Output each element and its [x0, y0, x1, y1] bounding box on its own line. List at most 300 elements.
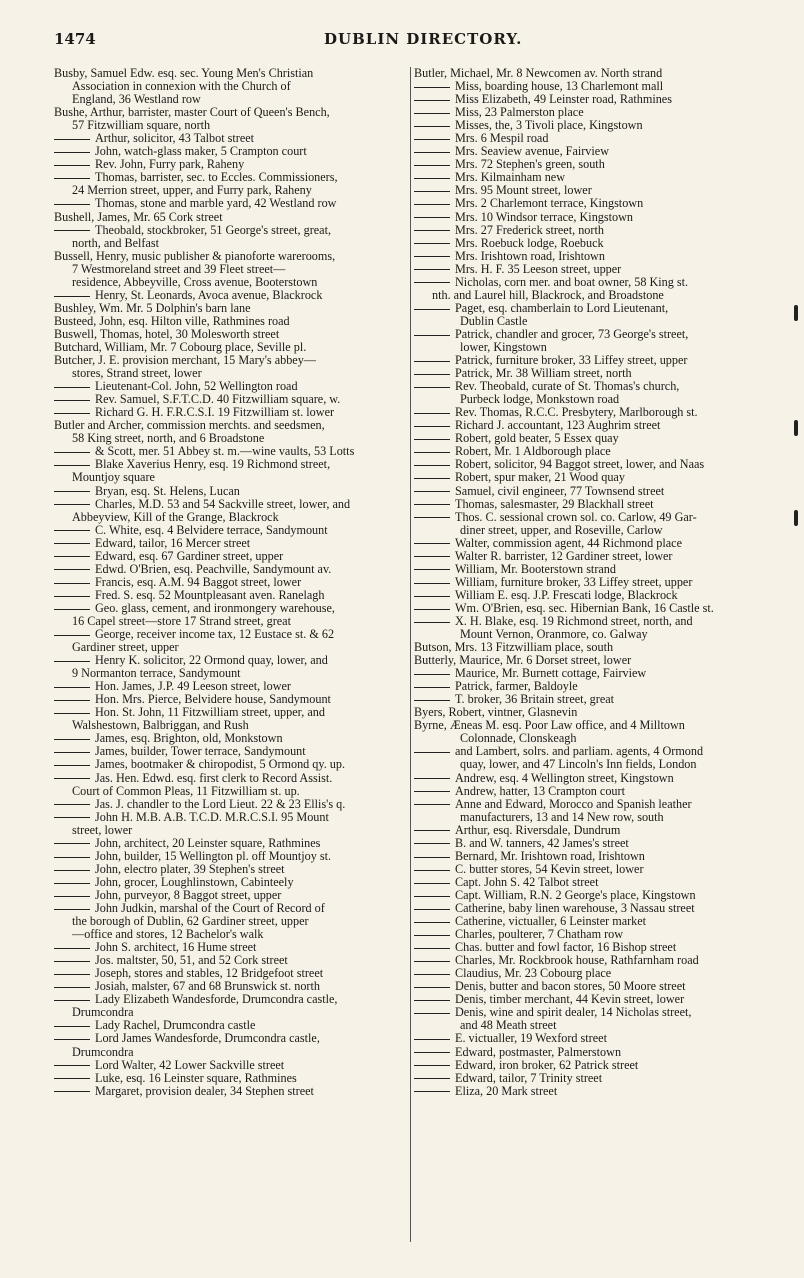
directory-entry — [54, 328, 410, 341]
ditto-dash — [54, 178, 90, 179]
entry-text: Mount Vernon, Oranmore, co. Galway — [460, 628, 648, 642]
directory-entry — [414, 184, 776, 197]
ditto-dash — [414, 269, 450, 270]
ditto-dash — [414, 309, 450, 310]
ditto-dash — [54, 165, 90, 166]
directory-entry — [54, 915, 410, 928]
entry-text: T. broker, 36 Britain street, great — [455, 693, 615, 707]
ditto-dash — [414, 1000, 450, 1001]
ditto-dash — [54, 543, 90, 544]
directory-entry — [414, 132, 776, 145]
ditto-dash — [54, 400, 90, 401]
directory-entry — [54, 393, 410, 406]
directory-entry — [414, 693, 776, 706]
directory-entry — [54, 758, 410, 771]
ditto-dash — [414, 843, 450, 844]
ditto-dash — [54, 752, 90, 753]
ditto-dash — [414, 622, 450, 623]
entry-text: Mrs. H. F. 35 Leeson street, upper — [455, 262, 622, 276]
entry-text: Henry, St. Leonards, Avoca avenue, Blackrock — [95, 288, 323, 302]
entry-text: Byrne, Æneas M. esq. Poor Law office, and 4 Milltown — [414, 719, 685, 733]
ditto-dash — [414, 256, 450, 257]
directory-entry — [54, 458, 410, 471]
ditto-dash — [54, 974, 90, 975]
directory-entry — [54, 250, 410, 263]
entry-text: James, bootmaker & chiropodist, 5 Ormond qy. up. — [95, 758, 346, 772]
entry-text: Butler, Michael, Mr. 8 Newcomen av. North strand — [414, 67, 663, 80]
entry-text: quay, lower, and 47 Lincoln's Inn fields, London — [460, 758, 697, 772]
right-column — [414, 67, 776, 1098]
directory-entry — [54, 302, 410, 315]
directory-entry — [54, 602, 410, 615]
ditto-dash — [54, 778, 90, 779]
entry-text: Charles, M.D. 53 and 54 Sackville street, lower, and — [95, 497, 351, 511]
entry-text: Bryan, esq. St. Helens, Lucan — [95, 484, 240, 498]
entry-text: 24 Merrion street, upper, and Furry park, Raheny — [72, 184, 312, 198]
entry-text: Mrs. Irishtown road, Irishtown — [455, 249, 605, 263]
entry-text: Capt. William, R.N. 2 George's place, Kingstown — [455, 888, 696, 902]
ditto-dash — [414, 1065, 450, 1066]
entry-text: Charles, poulterer, 7 Chatham row — [455, 928, 624, 942]
column-divider — [410, 67, 411, 1242]
directory-entry — [414, 654, 776, 667]
directory-entry — [414, 145, 776, 158]
directory-entry — [54, 341, 410, 354]
ditto-dash — [54, 556, 90, 557]
entry-text: Rev. John, Furry park, Raheny — [95, 158, 245, 172]
directory-entry — [54, 824, 410, 837]
entry-text: Drumcondra — [72, 1006, 134, 1020]
ditto-dash — [54, 1065, 90, 1066]
directory-entry — [414, 511, 776, 524]
ditto-dash — [54, 765, 90, 766]
entry-text: Edward, tailor, 7 Trinity street — [455, 1071, 603, 1085]
entry-text: Richard G. H. F.R.C.S.I. 19 Fitzwilliam st. lower — [95, 406, 335, 420]
directory-entry — [414, 576, 776, 589]
directory-entry — [414, 850, 776, 863]
entry-text: Chas. butter and fowl factor, 16 Bishop street — [455, 941, 677, 955]
directory-entry — [54, 798, 410, 811]
entry-text: Mrs. 72 Stephen's green, south — [455, 158, 605, 172]
directory-entry — [414, 954, 776, 967]
entry-text: Andrew, hatter, 13 Crampton court — [455, 784, 625, 798]
entry-text: Jos. maltster, 50, 51, and 52 Cork street — [95, 954, 288, 968]
directory-entry — [54, 406, 410, 419]
entry-text: Denis, timber merchant, 44 Kevin street, lower — [455, 993, 685, 1007]
directory-entry — [414, 106, 776, 119]
entry-text: Butler and Archer, commission merchts. and seedsmen, — [54, 419, 325, 433]
entry-text: Bushell, James, Mr. 65 Cork street — [54, 210, 223, 224]
ditto-dash — [54, 204, 90, 205]
ditto-dash — [54, 296, 90, 297]
entry-text: Hon. St. John, 11 Fitzwilliam street, upper, and — [95, 706, 325, 720]
entry-text: Bernard, Mr. Irishtown road, Irishtown — [455, 849, 645, 863]
directory-entry — [54, 184, 410, 197]
ditto-dash — [414, 974, 450, 975]
entry-text: Patrick, Mr. 38 William street, north — [455, 367, 632, 381]
directory-entry — [54, 511, 410, 524]
ditto-dash — [414, 478, 450, 479]
entry-text: Buswell, Thomas, hotel, 30 Molesworth street — [54, 327, 280, 341]
ditto-dash — [414, 517, 450, 518]
directory-entry — [414, 615, 776, 628]
directory-entry — [414, 980, 776, 993]
ditto-dash — [54, 804, 90, 805]
directory-entry — [54, 158, 410, 171]
directory-entry — [54, 902, 410, 915]
ditto-dash — [414, 700, 450, 701]
directory-entry — [54, 197, 410, 210]
ditto-dash — [54, 700, 90, 701]
directory-entry — [54, 641, 410, 654]
entry-text: Mountjoy square — [72, 471, 155, 485]
entry-text: Theobald, stockbroker, 51 George's street, great, — [95, 223, 332, 237]
directory-entry — [54, 93, 410, 106]
directory-entry — [414, 1059, 776, 1072]
directory-entry — [414, 354, 776, 367]
directory-entry — [54, 432, 410, 445]
entry-text: Butchard, William, Mr. 7 Cobourg place, Seville pl. — [54, 340, 307, 354]
ditto-dash — [414, 674, 450, 675]
entry-text: C. butter stores, 54 Kevin street, lower — [455, 862, 644, 876]
directory-entry — [414, 197, 776, 210]
directory-entry — [414, 485, 776, 498]
entry-text: Denis, wine and spirit dealer, 14 Nicholas street, — [455, 1006, 692, 1020]
directory-entry — [414, 1019, 776, 1032]
directory-entry — [54, 863, 410, 876]
ditto-dash — [54, 465, 90, 466]
entry-text: John, architect, 20 Leinster square, Rathmines — [95, 836, 321, 850]
ditto-dash — [414, 830, 450, 831]
directory-entry — [414, 276, 776, 289]
entry-text: Gardiner street, upper — [72, 641, 179, 655]
directory-entry — [54, 589, 410, 602]
entry-text: Jas. Hen. Edwd. esq. first clerk to Record Assist. — [95, 771, 333, 785]
entry-text: Claudius, Mr. 23 Cobourg place — [455, 967, 612, 981]
entry-text: Margaret, provision dealer, 34 Stephen street — [95, 1084, 314, 1098]
ditto-dash — [54, 961, 90, 962]
entry-text: —office and stores, 12 Bachelor's walk — [72, 928, 264, 942]
directory-entry — [54, 615, 410, 628]
ditto-dash — [54, 530, 90, 531]
directory-entry — [414, 471, 776, 484]
directory-entry — [414, 550, 776, 563]
directory-entry — [54, 693, 410, 706]
entry-text: Miss, 23 Palmerston place — [455, 106, 584, 120]
directory-entry — [54, 224, 410, 237]
directory-entry — [414, 458, 776, 471]
directory-entry — [54, 1032, 410, 1045]
directory-entry — [414, 158, 776, 171]
directory-entry — [414, 1006, 776, 1019]
directory-entry — [54, 380, 410, 393]
entry-text: John, watch-glass maker, 5 Crampton court — [95, 145, 307, 159]
directory-entry — [414, 628, 776, 641]
directory-entry — [414, 876, 776, 889]
ditto-dash — [54, 152, 90, 153]
directory-entry — [414, 315, 776, 328]
directory-entry — [54, 745, 410, 758]
entry-text: Mrs. Roebuck lodge, Roebuck — [455, 236, 604, 250]
ditto-dash — [54, 609, 90, 610]
directory-entry — [54, 576, 410, 589]
directory-entry — [54, 1046, 410, 1059]
ditto-dash — [414, 804, 450, 805]
ditto-dash — [54, 1091, 90, 1092]
entry-text: Robert, Mr. 1 Aldborough place — [455, 445, 611, 459]
ditto-dash — [414, 1052, 450, 1053]
ditto-dash — [414, 361, 450, 362]
entry-text: Walter R. barrister, 12 Gardiner street, lower — [455, 549, 673, 563]
entry-text: Patrick, farmer, Baldoyle — [455, 680, 578, 694]
directory-entry — [414, 1032, 776, 1045]
entry-text: Catherine, baby linen warehouse, 3 Nassau street — [455, 902, 695, 915]
directory-entry — [54, 106, 410, 119]
ditto-dash — [414, 191, 450, 192]
directory-entry — [414, 902, 776, 915]
ditto-dash — [414, 87, 450, 88]
directory-entry — [54, 1072, 410, 1085]
directory-entry — [54, 445, 410, 458]
directory-entry — [54, 941, 410, 954]
ditto-dash — [54, 713, 90, 714]
entry-text: Byers, Robert, vintner, Glasnevin — [414, 706, 578, 720]
entry-text: 16 Capel street—store 17 Strand street, great — [72, 614, 291, 628]
entry-text: James, esq. Brighton, old, Monkstown — [95, 732, 283, 746]
directory-entry — [54, 928, 410, 941]
entry-text: X. H. Blake, esq. 19 Richmond street, north, and — [455, 614, 693, 628]
entry-text: Mrs. 10 Windsor terrace, Kingstown — [455, 210, 634, 224]
ditto-dash — [54, 569, 90, 570]
ditto-dash — [414, 217, 450, 218]
directory-entry — [414, 811, 776, 824]
ditto-dash — [414, 126, 450, 127]
ditto-dash — [414, 896, 450, 897]
directory-entry — [54, 706, 410, 719]
entry-text: Blake Xaverius Henry, esq. 19 Richmond street, — [95, 458, 331, 472]
ditto-dash — [54, 387, 90, 388]
entry-text: Abbeyview, Kill of the Grange, Blackrock — [72, 510, 279, 524]
entry-text: Walter, commission agent, 44 Richmond place — [455, 536, 682, 550]
ditto-dash — [414, 948, 450, 949]
entry-text: Rev. Theobald, curate of St. Thomas's church, — [455, 380, 680, 394]
directory-entry — [54, 980, 410, 993]
entry-text: residence, Abbeyville, Cross avenue, Booterstown — [72, 275, 318, 289]
entry-text: lower, Kingstown — [460, 340, 547, 354]
entry-text: Geo. glass, cement, and ironmongery warehouse, — [95, 601, 335, 615]
entry-text: Busteed, John, esq. Hilton ville, Rathmines road — [54, 314, 290, 328]
directory-entry — [414, 706, 776, 719]
entry-text: Edward, tailor, 16 Mercer street — [95, 536, 251, 550]
entry-text: Nicholas, corn mer. and boat owner, 58 King st. — [455, 275, 689, 289]
directory-entry — [54, 471, 410, 484]
directory-entry — [54, 67, 410, 80]
directory-entry — [54, 367, 410, 380]
ditto-dash — [54, 504, 90, 505]
directory-entry — [54, 211, 410, 224]
entry-text: John, grocer, Loughlinstown, Cabinteely — [95, 875, 294, 889]
directory-entry — [414, 432, 776, 445]
entry-text: 9 Normanton terrace, Sandymount — [72, 667, 241, 681]
ditto-dash — [414, 791, 450, 792]
ditto-dash — [414, 1078, 450, 1079]
entry-text: Mrs. 6 Mespil road — [455, 132, 549, 146]
directory-entry — [414, 524, 776, 537]
entry-text: Butson, Mrs. 13 Fitzwilliam place, south — [414, 641, 614, 655]
ditto-dash — [54, 896, 90, 897]
entry-text: Association in connexion with the Church of — [72, 80, 291, 94]
entry-text: James, builder, Tower terrace, Sandymount — [95, 745, 306, 759]
entry-text: Patrick, furniture broker, 33 Liffey street, upper — [455, 354, 688, 368]
ditto-dash — [54, 857, 90, 858]
directory-entry — [54, 732, 410, 745]
entry-text: Edward, esq. 67 Gardiner street, upper — [95, 549, 284, 563]
entry-text: Luke, esq. 16 Leinster square, Rathmines — [95, 1071, 297, 1085]
entry-text: manufacturers, 13 and 14 New row, south — [460, 810, 664, 824]
directory-entry — [54, 628, 410, 641]
directory-entry — [414, 641, 776, 654]
directory-entry — [54, 119, 410, 132]
directory-entry — [414, 498, 776, 511]
entry-text: north, and Belfast — [72, 236, 159, 250]
directory-entry — [414, 667, 776, 680]
left-column — [54, 67, 410, 1098]
directory-entry — [54, 237, 410, 250]
ditto-dash — [414, 935, 450, 936]
entry-text: stores, Strand street, lower — [72, 367, 202, 381]
directory-entry — [414, 993, 776, 1006]
directory-entry — [54, 719, 410, 732]
entry-text: William, Mr. Booterstown strand — [455, 562, 616, 576]
entry-text: Jas. J. chandler to the Lord Lieut. 22 & 23 Ellis's q. — [95, 797, 346, 811]
entry-text: Lady Rachel, Drumcondra castle — [95, 1019, 256, 1033]
ditto-dash — [54, 452, 90, 453]
ditto-dash — [414, 1039, 450, 1040]
entry-text: Busby, Samuel Edw. esq. sec. Young Men's Christian — [54, 67, 314, 80]
directory-entry — [414, 837, 776, 850]
directory-entry — [54, 354, 410, 367]
entry-text: John S. architect, 16 Hume street — [95, 941, 257, 955]
ditto-dash — [54, 230, 90, 231]
directory-entry — [54, 837, 410, 850]
ditto-dash — [414, 909, 450, 910]
directory-entry — [414, 119, 776, 132]
directory-entry — [54, 680, 410, 693]
entry-text: Hon. James, J.P. 49 Leeson street, lower — [95, 680, 291, 694]
directory-entry — [54, 563, 410, 576]
directory-entry — [54, 419, 410, 432]
ditto-dash — [414, 426, 450, 427]
entry-text: Thos. C. sessional crown sol. co. Carlow, 49 Gar- — [455, 510, 697, 524]
ditto-dash — [414, 452, 450, 453]
entry-text: Butterly, Maurice, Mr. 6 Dorset street, lower — [414, 654, 632, 668]
entry-text: Francis, esq. A.M. 94 Baggot street, lower — [95, 575, 302, 589]
ditto-dash — [414, 1013, 450, 1014]
entry-text: Wm. O'Brien, esq. sec. Hibernian Bank, 16 Castle st. — [455, 601, 714, 615]
entry-text: Lord Walter, 42 Lower Sackville street — [95, 1058, 285, 1072]
directory-entry — [414, 1046, 776, 1059]
entry-text: Anne and Edward, Morocco and Spanish leather — [455, 797, 692, 811]
ditto-dash — [414, 987, 450, 988]
directory-entry — [414, 302, 776, 315]
ditto-dash — [54, 948, 90, 949]
ditto-dash — [414, 491, 450, 492]
directory-entry — [414, 915, 776, 928]
directory-entry — [54, 498, 410, 511]
directory-entry — [54, 811, 410, 824]
ditto-dash — [54, 1000, 90, 1001]
directory-entry — [54, 276, 410, 289]
entry-text: Court of Common Pleas, 11 Fitzwilliam st. up. — [72, 784, 300, 798]
margin-mark — [794, 420, 798, 436]
ditto-dash — [414, 583, 450, 584]
entry-text: Josiah, malster, 67 and 68 Brunswick st. north — [95, 980, 320, 994]
entry-text: Robert, spur maker, 21 Wood quay — [455, 471, 625, 485]
entry-text: Thomas, salesmaster, 29 Blackhall street — [455, 497, 654, 511]
directory-entry — [54, 145, 410, 158]
entry-text: Rev. Thomas, R.C.C. Presbytery, Marlborough st. — [455, 406, 698, 420]
directory-entry — [54, 954, 410, 967]
ditto-dash — [414, 870, 450, 871]
directory-entry — [414, 602, 776, 615]
ditto-dash — [54, 413, 90, 414]
entry-text: Bushley, Wm. Mr. 5 Dolphin's barn lane — [54, 301, 251, 315]
directory-entry — [414, 419, 776, 432]
entry-text: Butcher, J. E. provision merchant, 15 Mary's abbey— — [54, 354, 316, 368]
directory-entry — [54, 550, 410, 563]
entry-text: John H. M.B. A.B. T.C.D. M.R.C.S.I. 95 Mount — [95, 810, 329, 824]
directory-entry — [414, 798, 776, 811]
ditto-dash — [414, 961, 450, 962]
directory-entry — [414, 928, 776, 941]
ditto-dash — [414, 178, 450, 179]
entry-text: C. White, esq. 4 Belvidere terrace, Sandymount — [95, 523, 328, 537]
entry-text: Henry K. solicitor, 22 Ormond quay, lower, and — [95, 654, 328, 668]
ditto-dash — [54, 1026, 90, 1027]
directory-entry — [414, 941, 776, 954]
ditto-dash — [414, 165, 450, 166]
ditto-dash — [414, 413, 450, 414]
entry-text: E. victualler, 19 Wexford street — [455, 1032, 607, 1046]
ditto-dash — [414, 374, 450, 375]
entry-text: Robert, solicitor, 94 Baggot street, lower, and Naas — [455, 458, 705, 472]
directory-entry — [414, 445, 776, 458]
directory-entry — [414, 758, 776, 771]
entry-text: Patrick, chandler and grocer, 73 George's street, — [455, 327, 689, 341]
directory-entry — [414, 263, 776, 276]
entry-text: England, 36 Westland row — [72, 93, 201, 107]
entry-text: Richard J. accountant, 123 Aughrim street — [455, 419, 661, 433]
entry-text: Miss, boarding house, 13 Charlemont mall — [455, 80, 664, 94]
entry-text: 7 Westmoreland street and 39 Fleet street— — [72, 262, 286, 276]
entry-text: & Scott, mer. 51 Abbey st. m.—wine vaults, 53 Lotts — [95, 445, 355, 459]
ditto-dash — [54, 843, 90, 844]
ditto-dash — [414, 230, 450, 231]
entry-text: Andrew, esq. 4 Wellington street, Kingstown — [455, 771, 674, 785]
ditto-dash — [414, 883, 450, 884]
ditto-dash — [54, 883, 90, 884]
directory-entry — [54, 876, 410, 889]
ditto-dash — [54, 596, 90, 597]
directory-entry — [54, 1019, 410, 1032]
entry-text: Lieutenant-Col. John, 52 Wellington road — [95, 380, 298, 394]
ditto-dash — [414, 139, 450, 140]
entry-text: Mrs. 27 Frederick street, north — [455, 223, 604, 237]
entry-text: Arthur, solicitor, 43 Talbot street — [95, 132, 255, 146]
directory-entry — [414, 406, 776, 419]
entry-text: Mrs. 2 Charlemont terrace, Kingstown — [455, 197, 644, 211]
directory-entry — [414, 1072, 776, 1085]
